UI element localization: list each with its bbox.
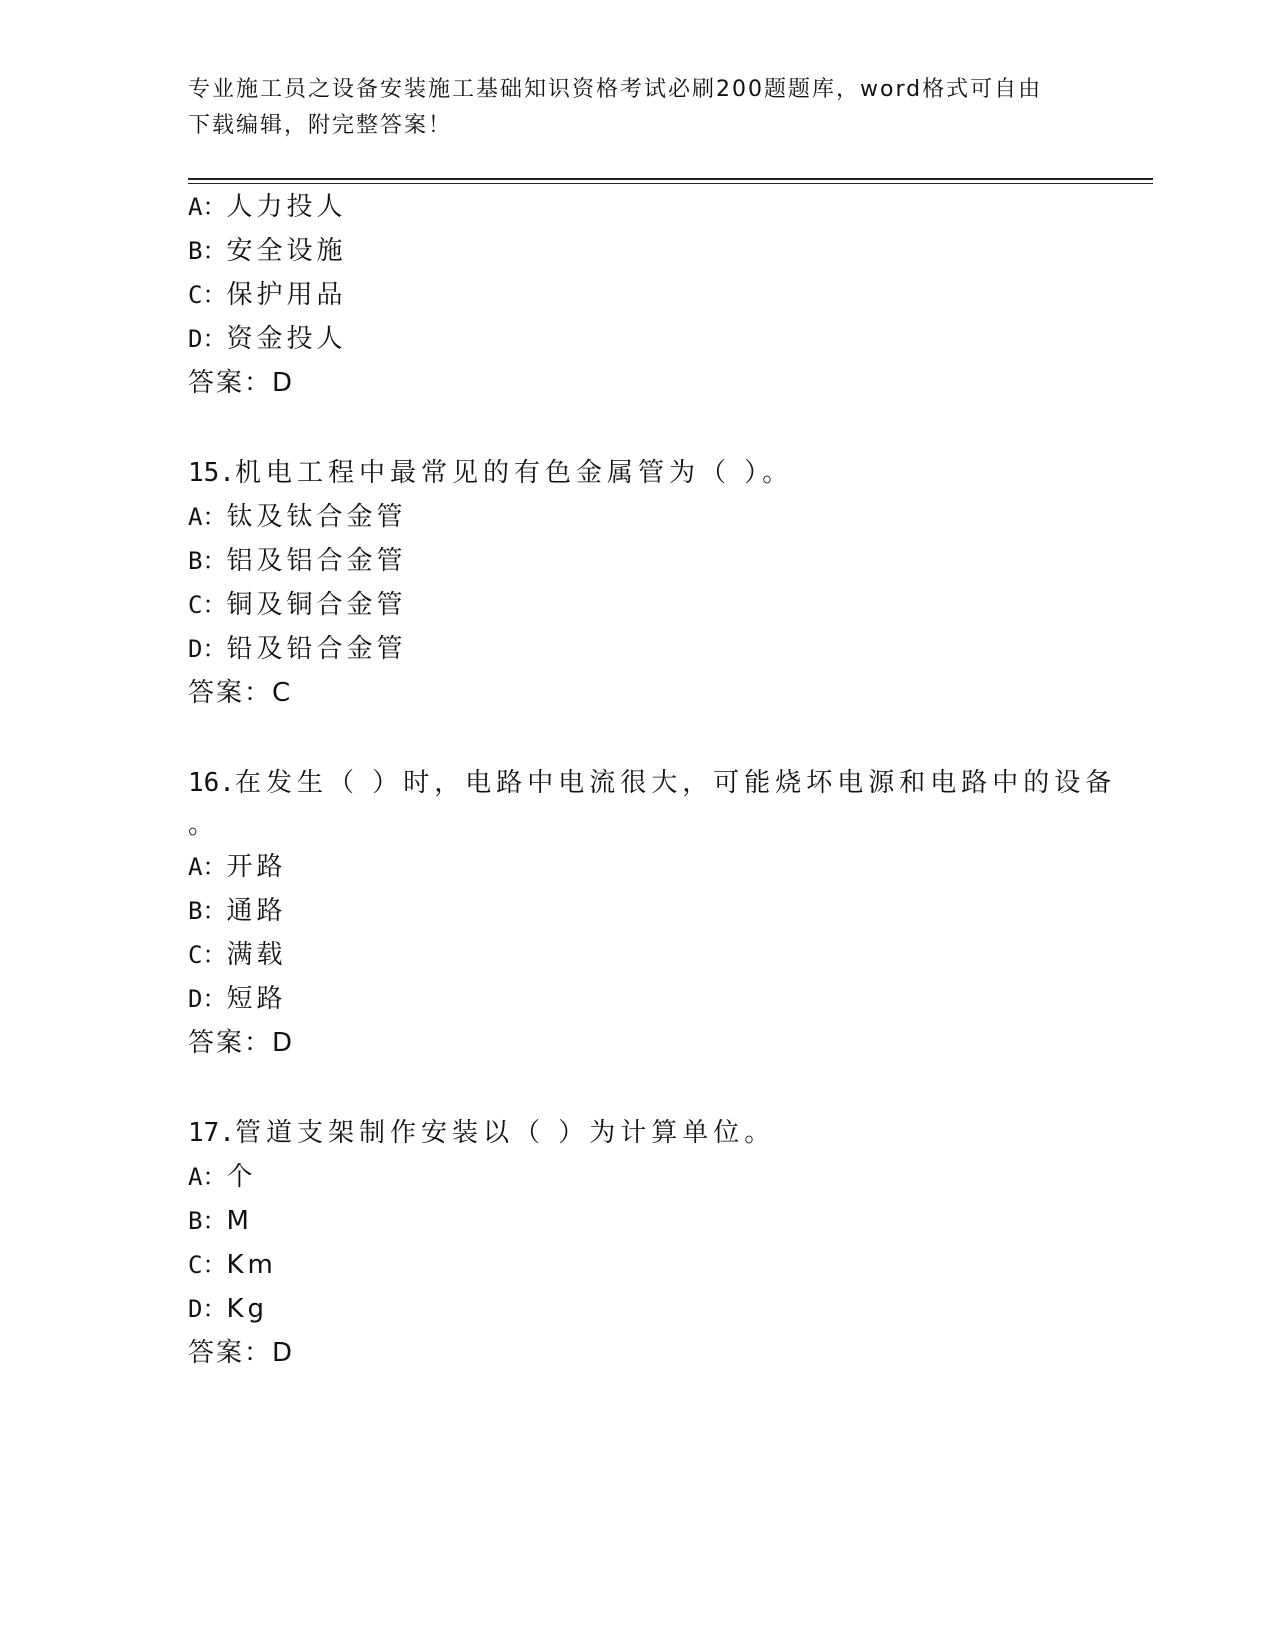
q16-option-d (188, 982, 286, 1016)
document-header (188, 72, 1088, 144)
option-label: A： (188, 193, 227, 221)
question-text: 在发生（ ）时，电路中电流很大，可能烧坏电源和电路中的设备 (234, 768, 1117, 798)
q14-option-b (188, 234, 346, 268)
q17-stem (188, 1116, 775, 1150)
q16-option-c (188, 938, 286, 972)
option-text: M (226, 1206, 253, 1236)
option-text: Kg (226, 1294, 269, 1324)
question-number: 16. (188, 768, 235, 798)
option-label: C： (188, 941, 227, 969)
option-label: D： (188, 985, 227, 1013)
q14-answer: 答案：D (188, 368, 295, 398)
option-text: 保护用品 (226, 280, 347, 310)
q16-option-a (188, 850, 286, 884)
option-label: A： (188, 1163, 227, 1191)
option-label: B： (188, 897, 227, 925)
header-divider-thin (188, 183, 1153, 184)
option-label: D： (188, 1295, 227, 1323)
q17-answer: 答案：D (188, 1338, 295, 1368)
header-divider-thick (188, 178, 1153, 180)
q16-answer: 答案：D (188, 1028, 295, 1058)
option-text: 铝及铝合金管 (226, 546, 407, 576)
question-text: 管道支架制作安装以（ ）为计算单位。 (234, 1118, 776, 1148)
option-label: B： (188, 547, 227, 575)
option-text: 人力投人 (226, 192, 347, 222)
option-text: 钛及钛合金管 (226, 502, 407, 532)
q15-option-c (188, 588, 406, 622)
option-label: D： (188, 635, 227, 663)
option-text: 通路 (226, 896, 287, 926)
header-line-1: 专业施工员之设备安装施工基础知识资格考试必刷200题题库，word格式可自由 (188, 77, 1043, 102)
option-label: D： (188, 325, 227, 353)
question-number: 17. (188, 1118, 235, 1148)
option-text: Km (226, 1250, 277, 1280)
q14-option-a (188, 190, 346, 224)
option-label: A： (188, 853, 227, 881)
option-text: 铅及铅合金管 (226, 634, 407, 664)
option-label: C： (188, 591, 227, 619)
option-label: C： (188, 1251, 227, 1279)
question-text: 机电工程中最常见的有色金属管为（ ）。 (234, 458, 794, 488)
option-text: 铜及铜合金管 (226, 590, 407, 620)
q17-option-a (188, 1160, 256, 1194)
option-text: 资金投人 (226, 324, 347, 354)
option-text: 短路 (226, 984, 287, 1014)
q17-option-b (188, 1204, 253, 1238)
q15-option-d (188, 632, 406, 666)
option-text: 开路 (226, 852, 287, 882)
option-label: A： (188, 503, 227, 531)
header-line-2: 下载编辑，附完整答案！ (188, 113, 453, 138)
q17-option-d (188, 1292, 268, 1326)
option-label: B： (188, 237, 227, 265)
q14-option-d (188, 322, 346, 356)
q15-answer: 答案：C (188, 678, 293, 708)
q15-option-b (188, 544, 406, 578)
q14-option-c (188, 278, 346, 312)
option-label: B： (188, 1207, 227, 1235)
q16-stem-continuation: 。 (188, 810, 220, 840)
q17-option-c (188, 1248, 277, 1282)
q15-stem (188, 456, 793, 490)
option-text: 满载 (226, 940, 287, 970)
option-text: 个 (226, 1162, 257, 1192)
q16-option-b (188, 894, 286, 928)
option-text: 安全设施 (226, 236, 347, 266)
option-label: C： (188, 281, 227, 309)
q16-stem (188, 766, 1116, 800)
q15-option-a (188, 500, 406, 534)
question-number: 15. (188, 458, 235, 488)
